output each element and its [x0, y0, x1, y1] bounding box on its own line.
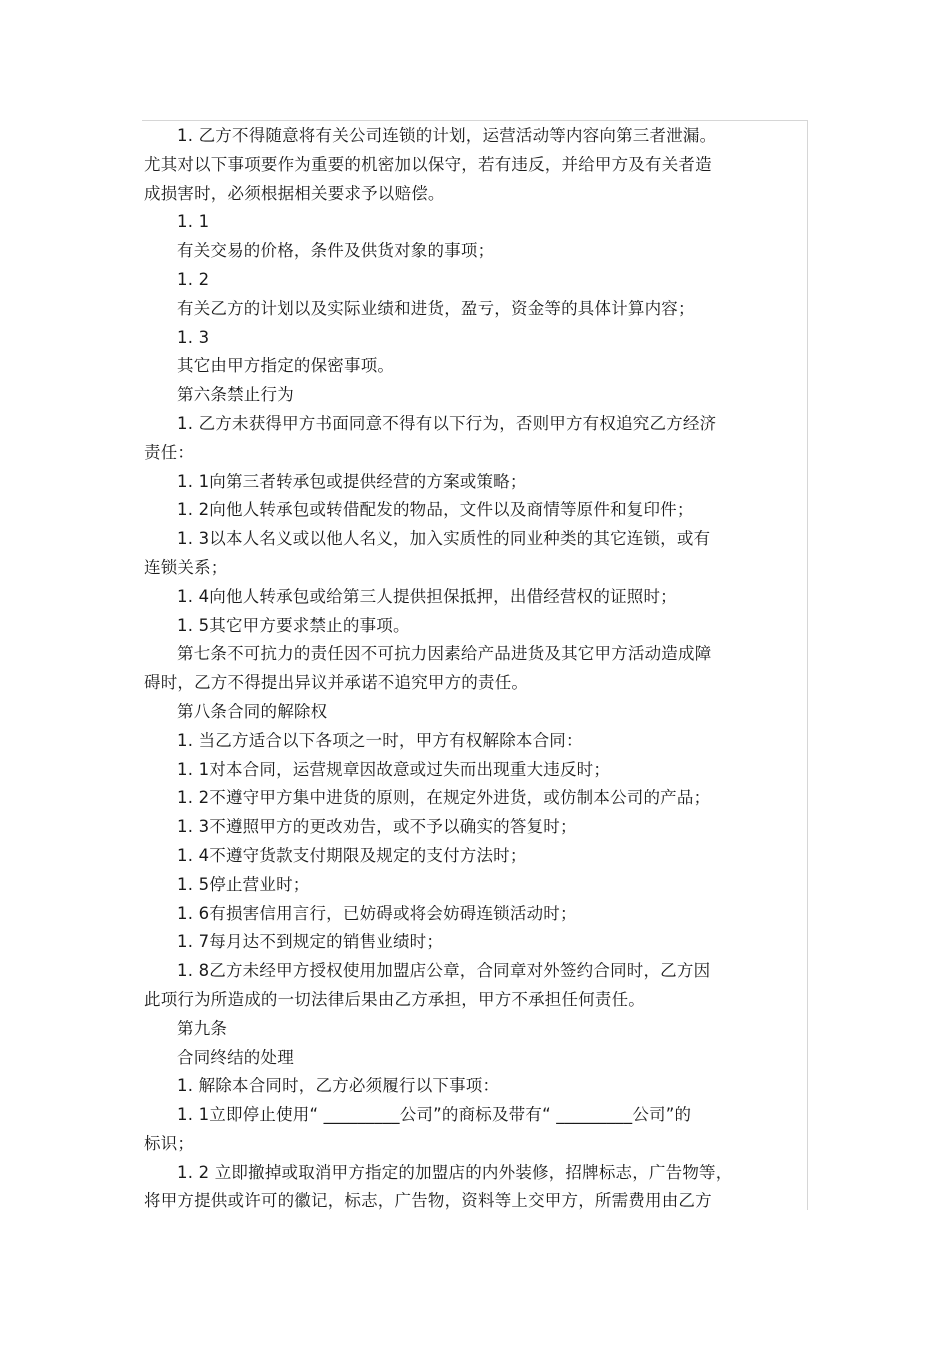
paragraph: 1. 2不遵守甲方集中进货的原则，在规定外进货，或仿制本公司的产品； [177, 788, 711, 808]
paragraph: 1. 5停止营业时； [177, 874, 310, 894]
paragraph: 责任： [144, 442, 195, 462]
paragraph: 连锁关系； [144, 557, 228, 577]
paragraph: 有关交易的价格，条件及供货对象的事项； [177, 241, 495, 261]
section-heading: 第九条 [177, 1018, 228, 1038]
paragraph: 1. 3以本人名义或以他人名义，加入实质性的同业种类的其它连锁，或有 [177, 529, 711, 549]
section-heading: 第七条不可抗力的责任因不可抗力因素给产品进货及其它甲方活动造成障 [177, 644, 712, 664]
paragraph: 其它由甲方指定的保密事项。 [177, 356, 395, 376]
paragraph: 1. 当乙方适合以下各项之一时，甲方有权解除本合同： [177, 730, 583, 750]
paragraph: 1. 4向他人转承包或给第三人提供担保抵押，出借经营权的证照时； [177, 586, 677, 606]
paragraph: 标识； [144, 1133, 195, 1153]
paragraph: 有关乙方的计划以及实际业绩和进货，盈亏，资金等的具体计算内容； [177, 298, 695, 318]
section-heading: 第六条禁止行为 [177, 385, 294, 405]
document-body [144, 122, 804, 1216]
paragraph: 1. 解除本合同时，乙方必须履行以下事项： [177, 1076, 500, 1096]
paragraph: 1. 3 [177, 327, 210, 347]
paragraph: 1. 7每月达不到规定的销售业绩时； [177, 932, 444, 952]
paragraph: 1. 4不遵守货款支付期限及规定的支付方法时； [177, 845, 527, 865]
paragraph: 1. 3不遵照甲方的更改劝告，或不予以确实的答复时； [177, 817, 577, 837]
paragraph: 1. 2 [177, 269, 210, 289]
paragraph: 1. 2向他人转承包或转借配发的物品，文件以及商情等原件和复印件； [177, 500, 694, 520]
section-heading: 第八条合同的解除权 [177, 701, 328, 721]
paragraph: 将甲方提供或许可的徽记，标志，广告物，资料等上交甲方，所需费用由乙方 [144, 1191, 712, 1211]
paragraph: 1. 1向第三者转承包或提供经营的方案或策略； [177, 471, 527, 491]
paragraph: 1. 1 [177, 212, 210, 232]
paragraph: 碍时，乙方不得提出异议并承诺不追究甲方的责任。 [144, 673, 529, 693]
paragraph: 1. 1对本合同，运营规章因故意或过失而出现重大违反时； [177, 759, 611, 779]
paragraph: 1. 乙方未获得甲方书面同意不得有以下行为，否则甲方有权追究乙方经济 [177, 413, 717, 433]
paragraph: 1. 乙方不得随意将有关公司连锁的计划，运营活动等内容向第三者泄漏。 [177, 126, 717, 145]
section-heading: 合同终结的处理 [177, 1047, 294, 1067]
paragraph: 1. 6有损害信用言行，已妨碍或将会妨碍连锁活动时； [177, 903, 577, 923]
paragraph: 此项行为所造成的一切法律后果由乙方承担，甲方不承担任何责任。 [144, 989, 645, 1009]
paragraph: 1. 8乙方未经甲方授权使用加盟店公章，合同章对外签约合同时，乙方因 [177, 961, 711, 981]
paragraph: 尤其对以下事项要作为重要的机密加以保守，若有违反，并给甲方及有关者造 [144, 154, 712, 174]
paragraph: 1. 1立即停止使用“ _________公司”的商标及带有“ _________公司”的 [177, 1105, 692, 1125]
paragraph: 1. 5其它甲方要求禁止的事项。 [177, 615, 410, 635]
paragraph: 1. 2 立即撤掉或取消甲方指定的加盟店的内外装修，招牌标志，广告物等， [177, 1162, 733, 1182]
paragraph: 成损害时，必须根据相关要求予以赔偿。 [144, 183, 445, 203]
